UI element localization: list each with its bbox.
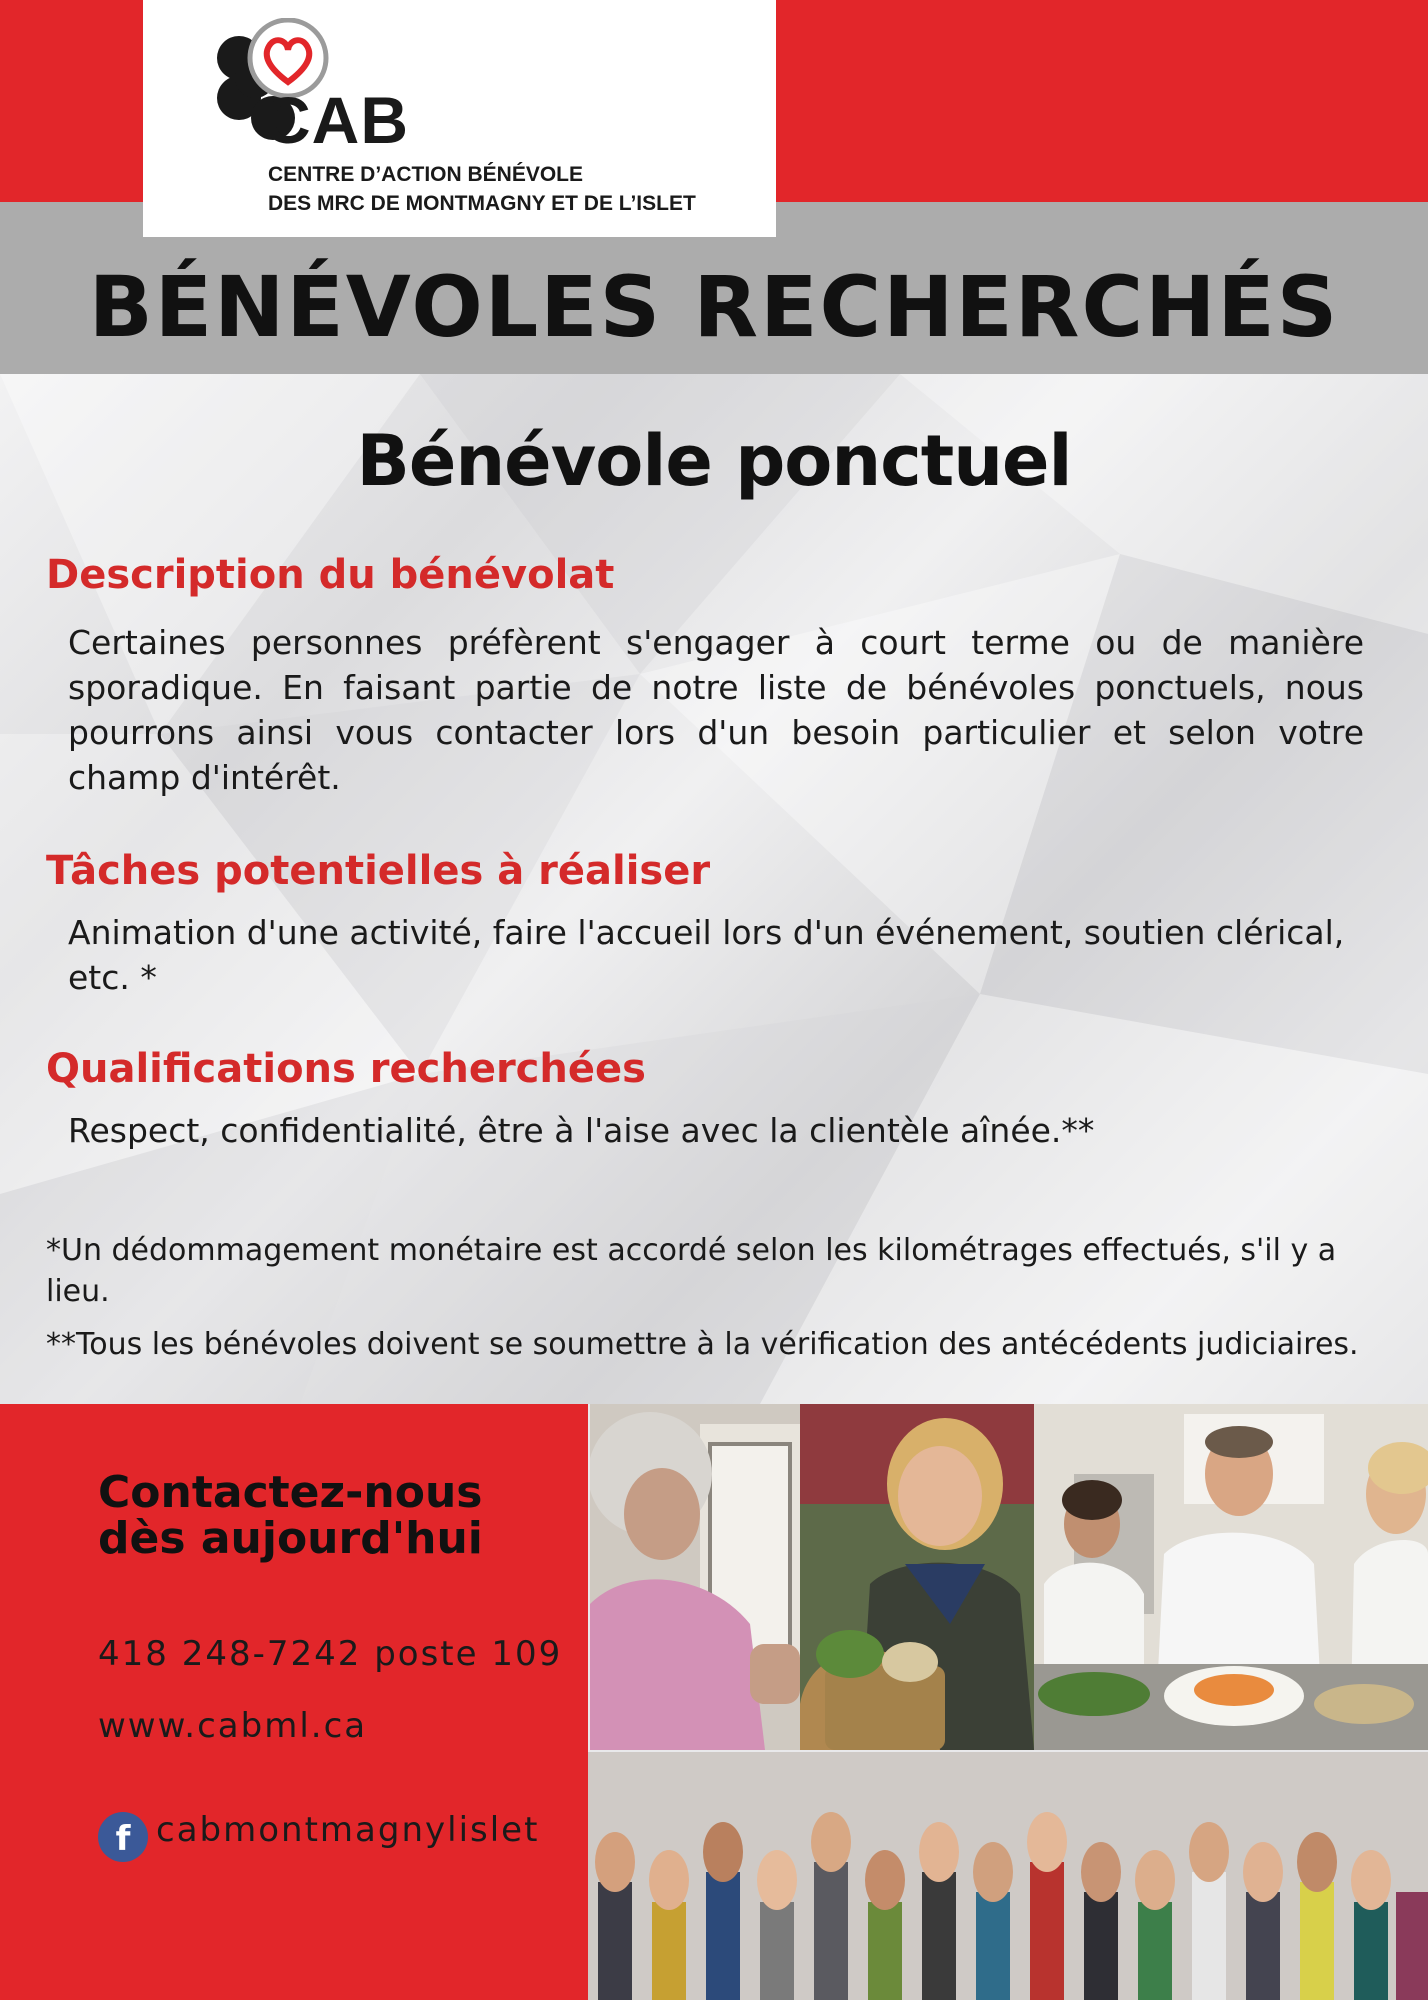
contact-heading-line1: Contactez-nous bbox=[98, 1467, 483, 1518]
logo-name: CAB bbox=[263, 83, 409, 157]
facebook-icon[interactable]: f bbox=[98, 1812, 148, 1862]
footnote-background-check: **Tous les bénévoles doivent se soumettre à la vérification des antécédents judiciaires. bbox=[46, 1327, 1359, 1362]
photo-raised-hands bbox=[588, 1752, 1428, 2000]
section-heading-description: Description du bénévolat bbox=[46, 552, 615, 598]
contact-heading bbox=[98, 1467, 483, 1564]
section-body-description: Certaines personnes préfèrent s'engager à court terme ou de manière sporadique. En faisant partie de notre liste de bénévoles ponctuels, nous pourrons ainsi vous contacter lors d'un besoin particulier et selon votre champ d'intérêt. bbox=[68, 623, 1364, 797]
footnote-compensation: *Un dédommagement monétaire est accordé selon les kilométrages effectués, s'il y a lieu. bbox=[46, 1233, 1337, 1309]
subtitle: Bénévole ponctuel bbox=[356, 420, 1072, 502]
logo bbox=[143, 0, 776, 237]
logo-subtitle-line1: CENTRE D’ACTION BÉNÉVOLE bbox=[268, 163, 584, 186]
photo-volunteer-basket bbox=[800, 1404, 1034, 1750]
contact-phone[interactable]: 418 248-7242 poste 109 bbox=[98, 1634, 563, 1674]
logo-subtitle-line2: DES MRC DE MONTMAGNY ET DE L’ISLET bbox=[268, 192, 696, 215]
section-body-tasks: Animation d'une activité, faire l'accueil lors d'un événement, soutien clérical, etc. * bbox=[68, 913, 1345, 997]
contact-website[interactable]: www.cabml.ca bbox=[98, 1706, 368, 1746]
section-heading-qualifications: Qualifications recherchées bbox=[46, 1046, 646, 1092]
contact-facebook[interactable]: cabmontmagnylislet bbox=[156, 1810, 540, 1850]
photo-kitchen-volunteers bbox=[1034, 1404, 1428, 1750]
photo-elderly-woman bbox=[590, 1404, 800, 1750]
section-body-qualifications: Respect, confidentialité, être à l'aise avec la clientèle aînée.** bbox=[68, 1111, 1095, 1150]
page-title: BÉNÉVOLES RECHERCHÉS bbox=[88, 258, 1340, 356]
section-heading-tasks: Tâches potentielles à réaliser bbox=[46, 848, 711, 894]
contact-heading-line2: dès aujourd'hui bbox=[98, 1513, 483, 1564]
logo-subtitle bbox=[268, 160, 696, 218]
